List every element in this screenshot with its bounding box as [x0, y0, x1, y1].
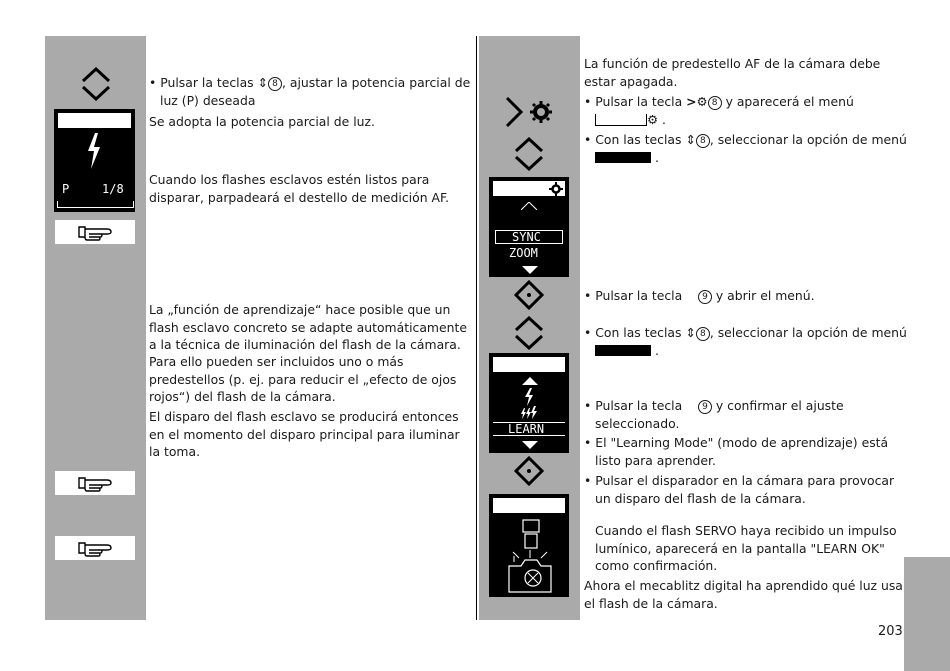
text-learn-ok: Cuando el flash SERVO haya recibido un impulso lumínico, aparecerá en la pantalla "LEARN OK" como confirmación.: [595, 523, 897, 574]
up-down-arrows-icon: [513, 316, 545, 350]
text-slave-trigger: El disparo del flash esclavo se producirá entonces en el momento del disparo principal para iluminar la toma.: [149, 409, 460, 460]
lcd-item-sync: SYNC: [512, 230, 541, 244]
text-power-adopted: Se adopta la potencia parcial de luz.: [149, 114, 375, 129]
camera-flash-icon: [503, 518, 557, 594]
lcd-menu-sync: [489, 177, 569, 277]
text-learn-function: La „función de aprendizaje“ hace posible que un flash esclavo concreto se adapte automáticamente a la técnica de iluminación del flash de la cámara.: [149, 302, 467, 353]
step-adjust-power: • Pulsar la teclas ⇕ 8 , ajustar la potencia parcial de luz (P) deseada: [149, 75, 471, 108]
step-confirm: • Pulsar la tecla 9 y confirmar el ajuste seleccionado.: [584, 398, 844, 431]
scroll-up-icon: [522, 377, 538, 385]
step-press-shutter: • Pulsar el disparador en la cámara para provocar un disparo del flash de la cámara.: [584, 473, 895, 506]
lcd-item-learn: LEARN: [508, 422, 545, 436]
lcd-item-zoom: ZOOM: [509, 246, 538, 260]
pointing-hand-icon: [55, 536, 135, 560]
lcd-display-power: [54, 109, 135, 212]
step-press-key-open: • Pulsar la tecla 9 y abrir el menú.: [584, 288, 815, 303]
lcd-menu-learn: [489, 353, 569, 453]
multi-flash-icon: [519, 406, 539, 420]
text-learned: Ahora el mecablitz digital ha aprendido qué luz usa el flash de la cámara.: [584, 578, 903, 611]
step-select-option-2: • Con las teclas ⇕ 8 , seleccionar la opción de menú .: [584, 325, 907, 358]
pointing-hand-icon: [55, 220, 135, 244]
lcd-power-value: 1/8: [102, 182, 124, 196]
step-open-menu: • Pulsar la tecla >⚙ 8 y aparecerá el menú ⚙ .: [584, 94, 854, 127]
select-key-icon: [514, 456, 544, 486]
scroll-down-icon: [522, 441, 538, 449]
up-down-arrows-icon: [80, 67, 112, 101]
step-select-option: • Con las teclas ⇕ 8 , seleccionar la opción de menú .: [584, 132, 907, 165]
lcd-learn-camera: [489, 494, 569, 597]
right-arrow-gear-icon: [503, 96, 555, 128]
scroll-down-icon: [522, 266, 538, 274]
text-af-off: La función de predestello AF de la cámara debe estar apagada.: [584, 56, 881, 89]
pointing-hand-icon: [55, 471, 135, 495]
text-slaves-ready: Cuando los flashes esclavos estén listos para disparar, parpadeará el destello de medición AF.: [149, 172, 450, 205]
gear-icon: [549, 182, 563, 196]
flash-icon: [524, 388, 534, 406]
thumb-tab: [904, 557, 950, 671]
page-divider: [476, 36, 477, 620]
up-down-arrows-icon: [513, 137, 545, 171]
lcd-mode-label: P: [62, 182, 70, 196]
step-learning-mode: • El "Learning Mode" (modo de aprendizaje) está listo para aprender.: [584, 435, 889, 468]
page-number: 203: [878, 624, 903, 639]
select-key-icon: [514, 280, 544, 310]
scroll-up-icon: [521, 202, 537, 210]
flash-icon: [86, 133, 102, 169]
text-predestellos: Para ello pueden ser incluidos uno o más predestellos (p. ej. para reducir el „efecto de ojos rojos“) del flash de la cámara.: [149, 354, 457, 405]
